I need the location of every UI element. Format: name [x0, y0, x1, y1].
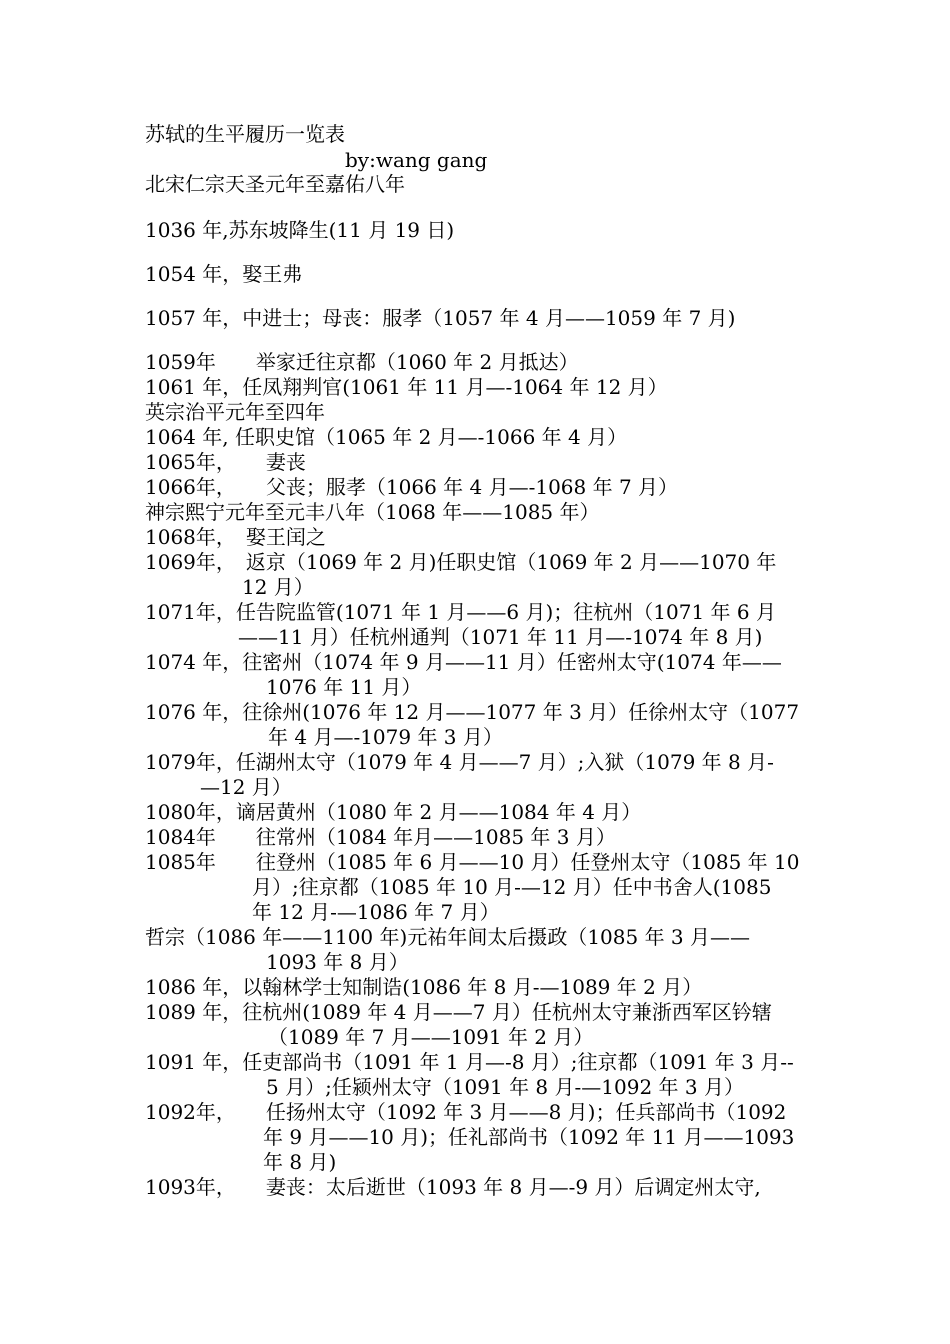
text-line: 1086 年，以翰林学士知制诰(1086 年 8 月-—1089 年 2 月）	[145, 975, 703, 999]
text-line: 1085年 往登州（1085 年 6 月——10 月）任登州太守（1085 年 10	[145, 850, 800, 874]
text-line: 1068年， 娶王闰之	[145, 525, 326, 549]
text-line: 哲宗（1086 年——1100 年)元祐年间太后摄政（1085 年 3 月——	[145, 925, 751, 949]
text-line-continued: 12 月）	[242, 575, 314, 599]
text-line: 1092年， 任扬州太守（1092 年 3 月——8 月)；任兵部尚书（1092	[145, 1100, 787, 1124]
document-title: 苏轼的生平履历一览表	[145, 122, 345, 146]
text-line-continued: 5 月）;任颍州太守（1091 年 8 月-—1092 年 3 月）	[266, 1075, 744, 1099]
text-line-continued: 年 9 月——10 月)；任礼部尚书（1092 年 11 月——1093	[263, 1125, 795, 1149]
text-line: 1064 年, 任职史馆（1065 年 2 月—-1066 年 4 月）	[145, 425, 628, 449]
text-line: 1076 年，往徐州(1076 年 12 月——1077 年 3 月）任徐州太守（1077	[145, 700, 800, 724]
text-line-continued: （1089 年 7 月——1091 年 2 月）	[268, 1025, 594, 1049]
text-line: 1065年， 妻丧	[145, 450, 306, 474]
text-line-continued: —12 月）	[200, 775, 292, 799]
text-line-continued: 1093 年 8 月）	[266, 950, 409, 974]
text-line: 1057 年，中进士；母丧：服孝（1057 年 4 月——1059 年 7 月)	[145, 306, 736, 330]
text-line-continued: 年 12 月-—1086 年 7 月）	[252, 900, 500, 924]
text-line: 1079年，任湖州太守（1079 年 4 月——7 月）;入狱（1079 年 8 月-	[145, 750, 774, 774]
text-line: 1089 年，往杭州(1089 年 4 月——7 月）任杭州太守兼浙西军区钤辖	[145, 1000, 772, 1024]
text-line-continued: ——11 月）任杭州通判（1071 年 11 月—-1074 年 8 月)	[238, 625, 763, 649]
text-line-continued: 月）;往京都（1085 年 10 月-—12 月）任中书舍人(1085	[252, 875, 772, 899]
text-line: 1091 年，任吏部尚书（1091 年 1 月—-8 月）;往京都（1091 年 3 月--	[145, 1050, 794, 1074]
byline: by:wang gang	[345, 148, 488, 172]
text-line: 北宋仁宗天圣元年至嘉佑八年	[145, 172, 405, 196]
text-line: 1066年， 父丧；服孝（1066 年 4 月—-1068 年 7 月）	[145, 475, 679, 499]
text-line: 1071年，任告院监管(1071 年 1 月——6 月)；往杭州（1071 年 6 月	[145, 600, 776, 624]
text-line: 1080年，谪居黄州（1080 年 2 月——1084 年 4 月）	[145, 800, 642, 824]
text-line: 1084年 往常州（1084 年月——1085 年 3 月）	[145, 825, 616, 849]
text-line-continued: 1076 年 11 月）	[266, 675, 422, 699]
text-line: 1059年 举家迁往京都（1060 年 2 月抵达）	[145, 350, 579, 374]
text-line: 1061 年，任凤翔判官(1061 年 11 月—-1064 年 12 月）	[145, 375, 668, 399]
text-line: 1036 年,苏东坡降生(11 月 19 日)	[145, 218, 455, 242]
text-line: 神宗熙宁元年至元丰八年（1068 年——1085 年）	[145, 500, 600, 524]
text-line: 英宗治平元年至四年	[145, 400, 325, 424]
text-line: 1093年， 妻丧：太后逝世（1093 年 8 月—-9 月）后调定州太守,	[145, 1175, 761, 1199]
text-line: 1069年， 返京（1069 年 2 月)任职史馆（1069 年 2 月——1070 年	[145, 550, 777, 574]
text-line: 1074 年，往密州（1074 年 9 月——11 月）任密州太守(1074 年——	[145, 650, 782, 674]
text-line-continued: 年 4 月—-1079 年 3 月）	[268, 725, 503, 749]
text-line: 1054 年，娶王弗	[145, 262, 303, 286]
text-line-continued: 年 8 月)	[263, 1150, 337, 1174]
